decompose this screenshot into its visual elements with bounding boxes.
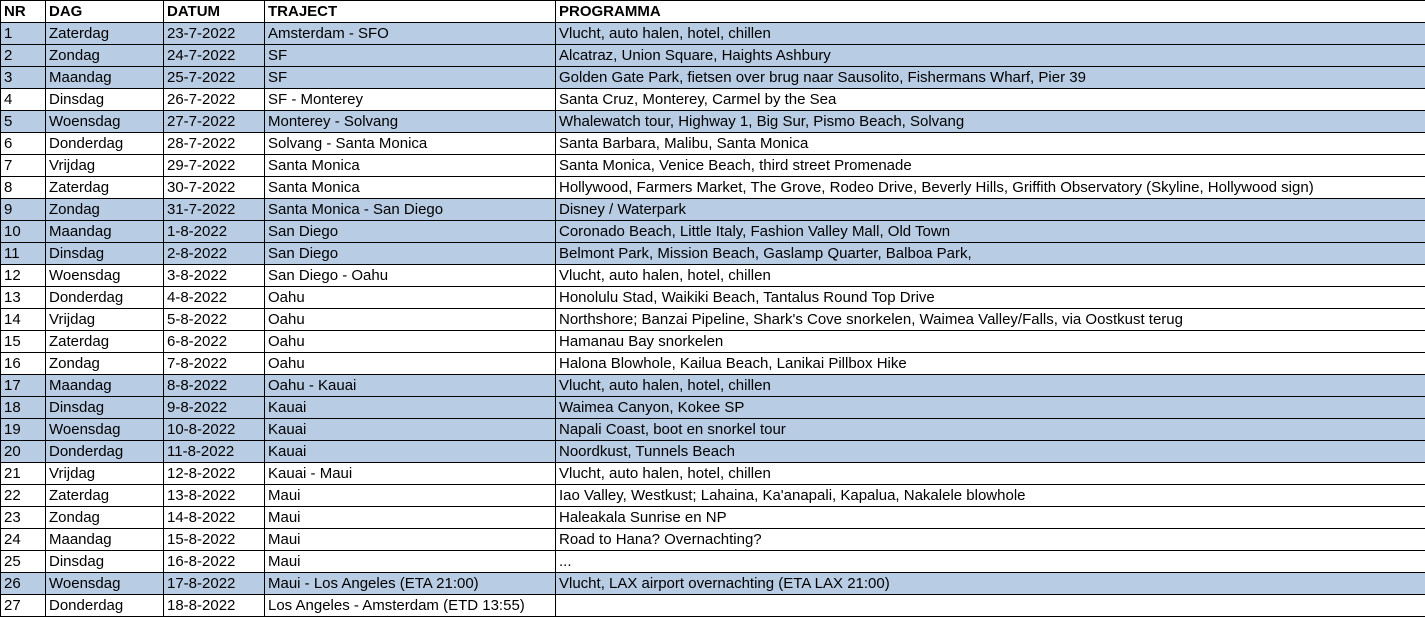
cell-nr[interactable]: 15 [1, 331, 46, 353]
table-body [1, 23, 1425, 617]
cell-programma[interactable]: Waimea Canyon, Kokee SP [556, 397, 1425, 419]
cell-nr[interactable]: 21 [1, 463, 46, 485]
cell-datum[interactable]: 9-8-2022 [164, 397, 265, 419]
cell-nr[interactable]: 13 [1, 287, 46, 309]
table-row [1, 595, 1425, 617]
cell-programma[interactable]: Santa Monica, Venice Beach, third street Promenade [556, 155, 1425, 177]
cell-traject[interactable]: Kauai - Maui [265, 463, 556, 485]
cell-programma[interactable]: Belmont Park, Mission Beach, Gaslamp Quarter, Balboa Park, [556, 243, 1425, 265]
cell-nr[interactable]: 16 [1, 353, 46, 375]
cell-programma[interactable]: Vlucht, LAX airport overnachting (ETA LAX 21:00) [556, 573, 1425, 595]
cell-datum[interactable]: 26-7-2022 [164, 89, 265, 111]
cell-dag[interactable]: Maandag [46, 375, 164, 397]
cell-datum[interactable]: 23-7-2022 [164, 23, 265, 45]
cell-dag[interactable]: Zaterdag [46, 23, 164, 45]
cell-nr[interactable]: 24 [1, 529, 46, 551]
cell-traject[interactable]: Santa Monica [265, 155, 556, 177]
cell-traject[interactable]: Santa Monica - San Diego [265, 199, 556, 221]
cell-nr[interactable]: 23 [1, 507, 46, 529]
cell-dag[interactable]: Maandag [46, 221, 164, 243]
table-row [1, 573, 1425, 595]
cell-programma[interactable]: Santa Cruz, Monterey, Carmel by the Sea [556, 89, 1425, 111]
cell-dag[interactable]: Dinsdag [46, 551, 164, 573]
cell-programma[interactable]: Noordkust, Tunnels Beach [556, 441, 1425, 463]
cell-nr[interactable]: 11 [1, 243, 46, 265]
cell-traject[interactable]: San Diego [265, 243, 556, 265]
cell-nr[interactable]: 3 [1, 67, 46, 89]
cell-programma[interactable] [556, 595, 1425, 617]
header-datum[interactable]: DATUM [164, 1, 265, 23]
cell-nr[interactable]: 19 [1, 419, 46, 441]
table-row [1, 551, 1425, 573]
cell-datum[interactable]: 12-8-2022 [164, 463, 265, 485]
table-row [1, 23, 1425, 45]
table-row [1, 177, 1425, 199]
cell-datum[interactable]: 25-7-2022 [164, 67, 265, 89]
cell-programma[interactable]: Napali Coast, boot en snorkel tour [556, 419, 1425, 441]
cell-dag[interactable]: Woensdag [46, 573, 164, 595]
cell-programma[interactable]: Halona Blowhole, Kailua Beach, Lanikai Pillbox Hike [556, 353, 1425, 375]
cell-programma[interactable]: Coronado Beach, Little Italy, Fashion Valley Mall, Old Town [556, 221, 1425, 243]
cell-dag[interactable]: Zondag [46, 199, 164, 221]
cell-datum[interactable]: 13-8-2022 [164, 485, 265, 507]
cell-programma[interactable]: Northshore; Banzai Pipeline, Shark's Cove snorkelen, Waimea Valley/Falls, via Oostkust terug [556, 309, 1425, 331]
cell-datum[interactable]: 8-8-2022 [164, 375, 265, 397]
table-row [1, 463, 1425, 485]
cell-traject[interactable]: SF [265, 45, 556, 67]
cell-nr[interactable]: 5 [1, 111, 46, 133]
cell-traject[interactable]: San Diego - Oahu [265, 265, 556, 287]
cell-nr[interactable]: 12 [1, 265, 46, 287]
table-row [1, 375, 1425, 397]
cell-traject[interactable]: Maui [265, 485, 556, 507]
table-row [1, 265, 1425, 287]
table-row [1, 199, 1425, 221]
header-nr[interactable]: NR [1, 1, 46, 23]
cell-nr[interactable]: 7 [1, 155, 46, 177]
header-traject[interactable]: TRAJECT [265, 1, 556, 23]
cell-nr[interactable]: 1 [1, 23, 46, 45]
cell-nr[interactable]: 9 [1, 199, 46, 221]
cell-programma[interactable]: Iao Valley, Westkust; Lahaina, Ka'anapali, Kapalua, Nakalele blowhole [556, 485, 1425, 507]
cell-programma[interactable]: Hollywood, Farmers Market, The Grove, Rodeo Drive, Beverly Hills, Griffith Observatory (Skyline, Hollywood sign) [556, 177, 1425, 199]
table-row [1, 397, 1425, 419]
table-row [1, 441, 1425, 463]
cell-dag[interactable]: Zondag [46, 507, 164, 529]
cell-dag[interactable]: Maandag [46, 529, 164, 551]
cell-programma[interactable]: Haleakala Sunrise en NP [556, 507, 1425, 529]
cell-dag[interactable]: Donderdag [46, 287, 164, 309]
cell-traject[interactable]: Amsterdam - SFO [265, 23, 556, 45]
cell-nr[interactable]: 14 [1, 309, 46, 331]
table-row [1, 111, 1425, 133]
cell-programma[interactable]: ... [556, 551, 1425, 573]
cell-dag[interactable]: Vrijdag [46, 463, 164, 485]
table-row [1, 507, 1425, 529]
cell-dag[interactable]: Vrijdag [46, 155, 164, 177]
cell-traject[interactable]: Oahu [265, 309, 556, 331]
cell-programma[interactable]: Disney / Waterpark [556, 199, 1425, 221]
cell-programma[interactable]: Vlucht, auto halen, hotel, chillen [556, 463, 1425, 485]
table-row [1, 287, 1425, 309]
cell-dag[interactable]: Dinsdag [46, 89, 164, 111]
cell-programma[interactable]: Santa Barbara, Malibu, Santa Monica [556, 133, 1425, 155]
table-row [1, 243, 1425, 265]
cell-datum[interactable]: 14-8-2022 [164, 507, 265, 529]
cell-traject[interactable]: Kauai [265, 441, 556, 463]
cell-datum[interactable]: 2-8-2022 [164, 243, 265, 265]
cell-programma[interactable]: Alcatraz, Union Square, Haights Ashbury [556, 45, 1425, 67]
cell-programma[interactable]: Hamanau Bay snorkelen [556, 331, 1425, 353]
cell-dag[interactable]: Zaterdag [46, 331, 164, 353]
cell-dag[interactable]: Dinsdag [46, 397, 164, 419]
cell-datum[interactable]: 7-8-2022 [164, 353, 265, 375]
cell-traject[interactable]: Maui - Los Angeles (ETA 21:00) [265, 573, 556, 595]
table-row [1, 419, 1425, 441]
cell-nr[interactable]: 25 [1, 551, 46, 573]
cell-traject[interactable]: Los Angeles - Amsterdam (ETD 13:55) [265, 595, 556, 617]
cell-programma[interactable]: Whalewatch tour, Highway 1, Big Sur, Pismo Beach, Solvang [556, 111, 1425, 133]
cell-datum[interactable]: 28-7-2022 [164, 133, 265, 155]
cell-dag[interactable]: Zondag [46, 45, 164, 67]
cell-datum[interactable]: 29-7-2022 [164, 155, 265, 177]
cell-traject[interactable]: Solvang - Santa Monica [265, 133, 556, 155]
cell-datum[interactable]: 1-8-2022 [164, 221, 265, 243]
cell-nr[interactable]: 8 [1, 177, 46, 199]
cell-traject[interactable]: Kauai [265, 397, 556, 419]
table-row [1, 485, 1425, 507]
cell-datum[interactable]: 30-7-2022 [164, 177, 265, 199]
cell-dag[interactable]: Zaterdag [46, 177, 164, 199]
cell-nr[interactable]: 26 [1, 573, 46, 595]
cell-dag[interactable]: Woensdag [46, 419, 164, 441]
cell-dag[interactable]: Dinsdag [46, 243, 164, 265]
cell-nr[interactable]: 27 [1, 595, 46, 617]
cell-dag[interactable]: Woensdag [46, 265, 164, 287]
cell-nr[interactable]: 2 [1, 45, 46, 67]
cell-nr[interactable]: 6 [1, 133, 46, 155]
cell-dag[interactable]: Woensdag [46, 111, 164, 133]
cell-datum[interactable]: 24-7-2022 [164, 45, 265, 67]
table-row [1, 221, 1425, 243]
table-row [1, 133, 1425, 155]
cell-dag[interactable]: Donderdag [46, 595, 164, 617]
cell-nr[interactable]: 17 [1, 375, 46, 397]
cell-dag[interactable]: Zondag [46, 353, 164, 375]
cell-traject[interactable]: Kauai [265, 419, 556, 441]
cell-datum[interactable]: 3-8-2022 [164, 265, 265, 287]
header-programma[interactable]: PROGRAMMA [556, 1, 1425, 23]
cell-traject[interactable]: Santa Monica [265, 177, 556, 199]
cell-dag[interactable]: Zaterdag [46, 485, 164, 507]
cell-datum[interactable]: 15-8-2022 [164, 529, 265, 551]
cell-dag[interactable]: Vrijdag [46, 309, 164, 331]
table-row [1, 45, 1425, 67]
table-row [1, 353, 1425, 375]
cell-nr[interactable]: 10 [1, 221, 46, 243]
cell-programma[interactable]: Vlucht, auto halen, hotel, chillen [556, 23, 1425, 45]
cell-datum[interactable]: 16-8-2022 [164, 551, 265, 573]
cell-programma[interactable]: Vlucht, auto halen, hotel, chillen [556, 265, 1425, 287]
cell-traject[interactable]: Monterey - Solvang [265, 111, 556, 133]
cell-programma[interactable]: Road to Hana? Overnachting? [556, 529, 1425, 551]
cell-datum[interactable]: 11-8-2022 [164, 441, 265, 463]
table-row [1, 331, 1425, 353]
cell-traject[interactable]: San Diego [265, 221, 556, 243]
cell-programma[interactable]: Honolulu Stad, Waikiki Beach, Tantalus Round Top Drive [556, 287, 1425, 309]
cell-traject[interactable]: Oahu [265, 331, 556, 353]
cell-nr[interactable]: 4 [1, 89, 46, 111]
cell-programma[interactable]: Golden Gate Park, fietsen over brug naar Sausolito, Fishermans Wharf, Pier 39 [556, 67, 1425, 89]
cell-nr[interactable]: 18 [1, 397, 46, 419]
cell-traject[interactable]: Maui [265, 529, 556, 551]
header-dag[interactable]: DAG [46, 1, 164, 23]
table-row [1, 529, 1425, 551]
cell-datum[interactable]: 18-8-2022 [164, 595, 265, 617]
table-row [1, 89, 1425, 111]
cell-datum[interactable]: 5-8-2022 [164, 309, 265, 331]
cell-traject[interactable]: Oahu - Kauai [265, 375, 556, 397]
cell-dag[interactable]: Donderdag [46, 133, 164, 155]
cell-programma[interactable]: Vlucht, auto halen, hotel, chillen [556, 375, 1425, 397]
cell-datum[interactable]: 31-7-2022 [164, 199, 265, 221]
cell-traject[interactable]: Oahu [265, 287, 556, 309]
header-row [1, 1, 1425, 23]
cell-datum[interactable]: 4-8-2022 [164, 287, 265, 309]
cell-traject[interactable]: Maui [265, 551, 556, 573]
cell-datum[interactable]: 17-8-2022 [164, 573, 265, 595]
cell-traject[interactable]: Oahu [265, 353, 556, 375]
table-row [1, 67, 1425, 89]
cell-dag[interactable]: Donderdag [46, 441, 164, 463]
table-row [1, 155, 1425, 177]
cell-nr[interactable]: 20 [1, 441, 46, 463]
cell-datum[interactable]: 27-7-2022 [164, 111, 265, 133]
cell-traject[interactable]: SF [265, 67, 556, 89]
table-row [1, 309, 1425, 331]
cell-traject[interactable]: Maui [265, 507, 556, 529]
cell-datum[interactable]: 6-8-2022 [164, 331, 265, 353]
cell-dag[interactable]: Maandag [46, 67, 164, 89]
cell-nr[interactable]: 22 [1, 485, 46, 507]
cell-traject[interactable]: SF - Monterey [265, 89, 556, 111]
cell-datum[interactable]: 10-8-2022 [164, 419, 265, 441]
